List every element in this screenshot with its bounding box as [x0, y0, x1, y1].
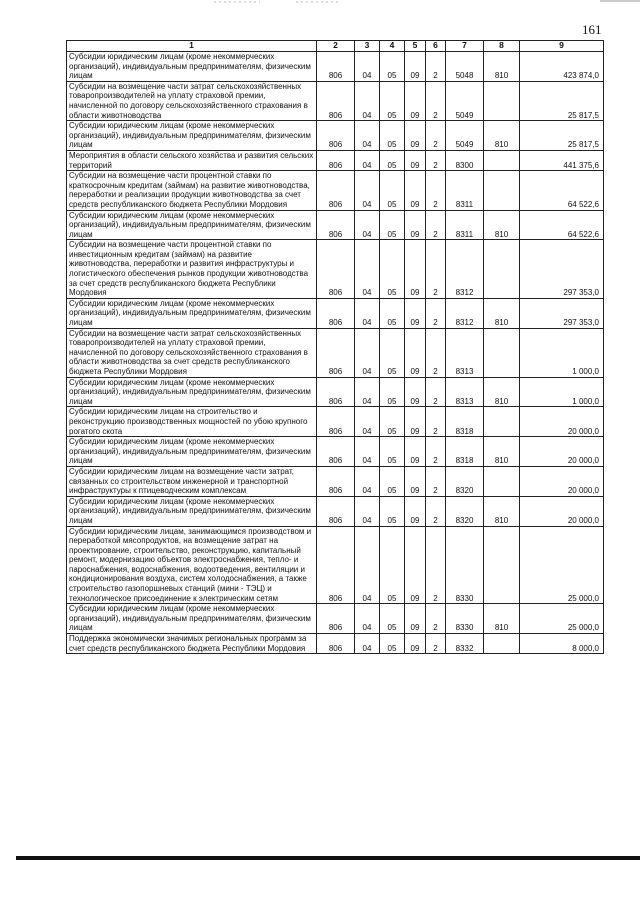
table-row	[67, 407, 604, 437]
table-row	[67, 526, 604, 604]
row-amount: 1 000,0	[520, 377, 604, 407]
row-code-c7: 8320	[446, 496, 484, 526]
row-code-c5: 09	[405, 377, 426, 407]
row-code-c7: 8313	[446, 328, 484, 377]
row-code-c5: 09	[405, 407, 426, 437]
row-description: Субсидии юридическим лицам, занимающимся производством и переработкой мясопродуктов, на возмещение затрат на проектирование, строительство, реконструкцию, капитальный ремонт, модернизацию объектов электроснабжения, тепло- и пароснабжения, водоснабжения, водоотведения, вентиляции и кондиционирования воздуха, систем холодоснабжения, а также строительство газопоршневых станций (мини - ТЭЦ) и технологическое присоединение к электрическим сетям	[67, 526, 317, 604]
table-body	[67, 52, 604, 654]
budget-table	[66, 40, 604, 654]
row-code-c2: 806	[317, 298, 355, 328]
table-row	[67, 466, 604, 496]
row-code-c7: 8332	[446, 634, 484, 654]
row-code-c2: 806	[317, 328, 355, 377]
row-code-c7: 8313	[446, 377, 484, 407]
table-row	[67, 150, 604, 170]
row-code-c6: 2	[426, 496, 446, 526]
table-row	[67, 240, 604, 299]
column-header: 2	[317, 41, 355, 52]
row-code-c8: 810	[484, 437, 520, 467]
table-row	[67, 634, 604, 654]
row-code-c4: 05	[380, 466, 405, 496]
row-code-c5: 09	[405, 437, 426, 467]
row-code-c3: 04	[355, 496, 380, 526]
row-code-c3: 04	[355, 240, 380, 299]
row-code-c7: 8320	[446, 466, 484, 496]
row-code-c2: 806	[317, 466, 355, 496]
row-code-c4: 05	[380, 298, 405, 328]
row-code-c3: 04	[355, 298, 380, 328]
row-code-c5: 09	[405, 52, 426, 82]
table-row	[67, 171, 604, 210]
table-row	[67, 52, 604, 82]
row-description: Поддержка экономически значимых региональных программ за счет средств республиканского бюджета Республики Мордовия	[67, 634, 317, 654]
row-amount: 64 522,6	[520, 171, 604, 210]
row-code-c5: 09	[405, 210, 426, 240]
row-code-c3: 04	[355, 634, 380, 654]
row-code-c7: 8312	[446, 298, 484, 328]
table-row	[67, 210, 604, 240]
row-code-c5: 09	[405, 171, 426, 210]
row-description: Субсидии на возмещение части затрат сельскохозяйственных товаропроизводителей на уплату страховой премии, начисленной по договору сельскохозяйственного страхования в области животноводства	[67, 81, 317, 120]
row-description: Субсидии юридическим лицам (кроме некоммерческих организаций), индивидуальным предпринимателям, физическим лицам	[67, 121, 317, 151]
column-header: 3	[355, 41, 380, 52]
row-code-c5: 09	[405, 634, 426, 654]
row-code-c4: 05	[380, 328, 405, 377]
table-row	[67, 298, 604, 328]
row-code-c4: 05	[380, 240, 405, 299]
row-code-c4: 05	[380, 52, 405, 82]
row-code-c3: 04	[355, 466, 380, 496]
row-code-c6: 2	[426, 407, 446, 437]
table-row	[67, 377, 604, 407]
row-code-c3: 04	[355, 171, 380, 210]
row-amount: 20 000,0	[520, 407, 604, 437]
row-code-c6: 2	[426, 52, 446, 82]
row-amount: 423 874,0	[520, 52, 604, 82]
row-code-c7: 8330	[446, 526, 484, 604]
column-header: 9	[520, 41, 604, 52]
row-amount: 297 353,0	[520, 240, 604, 299]
row-code-c4: 05	[380, 150, 405, 170]
column-header: 5	[405, 41, 426, 52]
row-description: Субсидии юридическим лицам (кроме некоммерческих организаций), индивидуальным предпринимателям, физическим лицам	[67, 298, 317, 328]
row-description: Субсидии юридическим лицам (кроме некоммерческих организаций), индивидуальным предпринимателям, физическим лицам	[67, 52, 317, 82]
row-code-c2: 806	[317, 81, 355, 120]
row-code-c4: 05	[380, 634, 405, 654]
row-code-c8	[484, 240, 520, 299]
column-header: 7	[446, 41, 484, 52]
row-description: Субсидии юридическим лицам (кроме некоммерческих организаций), индивидуальным предпринимателям, физическим лицам	[67, 377, 317, 407]
row-amount: 25 000,0	[520, 604, 604, 634]
table-row	[67, 496, 604, 526]
row-code-c7: 5048	[446, 52, 484, 82]
row-code-c2: 806	[317, 240, 355, 299]
row-code-c2: 806	[317, 634, 355, 654]
row-code-c6: 2	[426, 526, 446, 604]
row-code-c7: 8311	[446, 171, 484, 210]
row-code-c5: 09	[405, 150, 426, 170]
row-code-c5: 09	[405, 81, 426, 120]
row-code-c6: 2	[426, 377, 446, 407]
row-code-c8: 810	[484, 121, 520, 151]
row-code-c8	[484, 81, 520, 120]
row-amount: 20 000,0	[520, 496, 604, 526]
row-code-c6: 2	[426, 210, 446, 240]
page-number: 161	[582, 22, 602, 37]
row-code-c4: 05	[380, 604, 405, 634]
row-code-c8	[484, 171, 520, 210]
row-amount: 25 817,5	[520, 81, 604, 120]
row-code-c2: 806	[317, 437, 355, 467]
row-code-c6: 2	[426, 298, 446, 328]
row-code-c2: 806	[317, 150, 355, 170]
row-code-c5: 09	[405, 298, 426, 328]
row-code-c4: 05	[380, 496, 405, 526]
bottom-rule	[16, 856, 640, 860]
row-code-c7: 8312	[446, 240, 484, 299]
row-description: Субсидии юридическим лицам (кроме некоммерческих организаций), индивидуальным предпринимателям, физическим лицам	[67, 437, 317, 467]
row-code-c5: 09	[405, 526, 426, 604]
row-code-c5: 09	[405, 240, 426, 299]
row-code-c4: 05	[380, 171, 405, 210]
table-row	[67, 81, 604, 120]
row-code-c5: 09	[405, 328, 426, 377]
row-code-c3: 04	[355, 328, 380, 377]
row-code-c7: 5049	[446, 81, 484, 120]
row-code-c3: 04	[355, 121, 380, 151]
column-header: 6	[426, 41, 446, 52]
row-amount: 25 817,5	[520, 121, 604, 151]
row-code-c6: 2	[426, 121, 446, 151]
row-code-c2: 806	[317, 121, 355, 151]
row-code-c2: 806	[317, 526, 355, 604]
row-code-c3: 04	[355, 52, 380, 82]
column-header: 1	[67, 41, 317, 52]
row-description: Субсидии юридическим лицам (кроме некоммерческих организаций), индивидуальным предпринимателям, физическим лицам	[67, 496, 317, 526]
row-code-c8	[484, 526, 520, 604]
header-row	[67, 41, 604, 52]
table-row	[67, 604, 604, 634]
row-code-c4: 05	[380, 526, 405, 604]
row-code-c2: 806	[317, 210, 355, 240]
row-code-c5: 09	[405, 121, 426, 151]
row-code-c2: 806	[317, 52, 355, 82]
row-description: Субсидии на возмещение части процентной ставки по инвестиционным кредитам (займам) на развитие животноводства, переработки и развития инфраструктуры и логистического обеспечения рынков продукции животноводства за счет средств республиканского бюджета Республики Мордовия	[67, 240, 317, 299]
row-code-c3: 04	[355, 407, 380, 437]
row-code-c8: 810	[484, 298, 520, 328]
table-row	[67, 437, 604, 467]
row-code-c7: 8300	[446, 150, 484, 170]
row-code-c6: 2	[426, 171, 446, 210]
row-amount: 8 000,0	[520, 634, 604, 654]
row-code-c4: 05	[380, 437, 405, 467]
scan-top-marks	[0, 0, 640, 6]
row-code-c7: 8311	[446, 210, 484, 240]
row-code-c7: 8330	[446, 604, 484, 634]
row-code-c2: 806	[317, 407, 355, 437]
row-code-c4: 05	[380, 210, 405, 240]
column-header: 4	[380, 41, 405, 52]
row-code-c6: 2	[426, 437, 446, 467]
row-code-c2: 806	[317, 604, 355, 634]
row-code-c3: 04	[355, 81, 380, 120]
row-code-c5: 09	[405, 496, 426, 526]
row-code-c4: 05	[380, 407, 405, 437]
row-code-c8: 810	[484, 496, 520, 526]
row-description: Субсидии юридическим лицам на возмещение части затрат, связанных со строительством инженерной и транспортной инфраструктуры к птицеводческим комплексам	[67, 466, 317, 496]
row-code-c8: 810	[484, 210, 520, 240]
row-code-c3: 04	[355, 210, 380, 240]
row-code-c8: 810	[484, 52, 520, 82]
row-code-c3: 04	[355, 526, 380, 604]
row-code-c7: 8318	[446, 407, 484, 437]
row-amount: 64 522,6	[520, 210, 604, 240]
row-amount: 297 353,0	[520, 298, 604, 328]
row-description: Субсидии юридическим лицам (кроме некоммерческих организаций), индивидуальным предпринимателям, физическим лицам	[67, 604, 317, 634]
row-code-c6: 2	[426, 328, 446, 377]
row-code-c8: 810	[484, 604, 520, 634]
row-code-c7: 8318	[446, 437, 484, 467]
row-code-c3: 04	[355, 150, 380, 170]
row-code-c6: 2	[426, 466, 446, 496]
row-code-c6: 2	[426, 81, 446, 120]
row-code-c8	[484, 634, 520, 654]
row-code-c6: 2	[426, 604, 446, 634]
row-description: Субсидии на возмещение части затрат сельскохозяйственных товаропроизводителей на уплату страховой премии, начисленной по договору сельскохозяйственного страхования в области животноводства за счет средств республиканского бюджета Республики Мордовия	[67, 328, 317, 377]
row-description: Субсидии юридическим лицам на строительство и реконструкцию производственных мощностей по убою крупного рогатого скота	[67, 407, 317, 437]
row-code-c3: 04	[355, 377, 380, 407]
column-header: 8	[484, 41, 520, 52]
row-code-c6: 2	[426, 240, 446, 299]
row-amount: 1 000,0	[520, 328, 604, 377]
row-amount: 441 375,6	[520, 150, 604, 170]
row-code-c2: 806	[317, 171, 355, 210]
row-code-c6: 2	[426, 634, 446, 654]
row-description: Субсидии юридическим лицам (кроме некоммерческих организаций), индивидуальным предпринимателям, физическим лицам	[67, 210, 317, 240]
row-code-c8: 810	[484, 377, 520, 407]
table-row	[67, 328, 604, 377]
row-code-c6: 2	[426, 150, 446, 170]
row-amount: 20 000,0	[520, 466, 604, 496]
row-description: Мероприятия в области сельского хозяйства и развития сельских территорий	[67, 150, 317, 170]
row-code-c5: 09	[405, 604, 426, 634]
row-code-c4: 05	[380, 81, 405, 120]
row-code-c8	[484, 150, 520, 170]
table-row	[67, 121, 604, 151]
row-amount: 20 000,0	[520, 437, 604, 467]
row-description: Субсидии на возмещение части процентной ставки по краткосрочным кредитам (займам) на развитие животноводства, переработки и реализации продукции животноводства за счет средств республиканского бюджета Республики Мордовия	[67, 171, 317, 210]
row-code-c2: 806	[317, 377, 355, 407]
row-code-c4: 05	[380, 121, 405, 151]
row-code-c7: 5049	[446, 121, 484, 151]
row-code-c4: 05	[380, 377, 405, 407]
row-code-c3: 04	[355, 437, 380, 467]
row-amount: 25 000,0	[520, 526, 604, 604]
row-code-c8	[484, 466, 520, 496]
row-code-c5: 09	[405, 466, 426, 496]
row-code-c3: 04	[355, 604, 380, 634]
row-code-c2: 806	[317, 496, 355, 526]
row-code-c8	[484, 328, 520, 377]
row-code-c8	[484, 407, 520, 437]
